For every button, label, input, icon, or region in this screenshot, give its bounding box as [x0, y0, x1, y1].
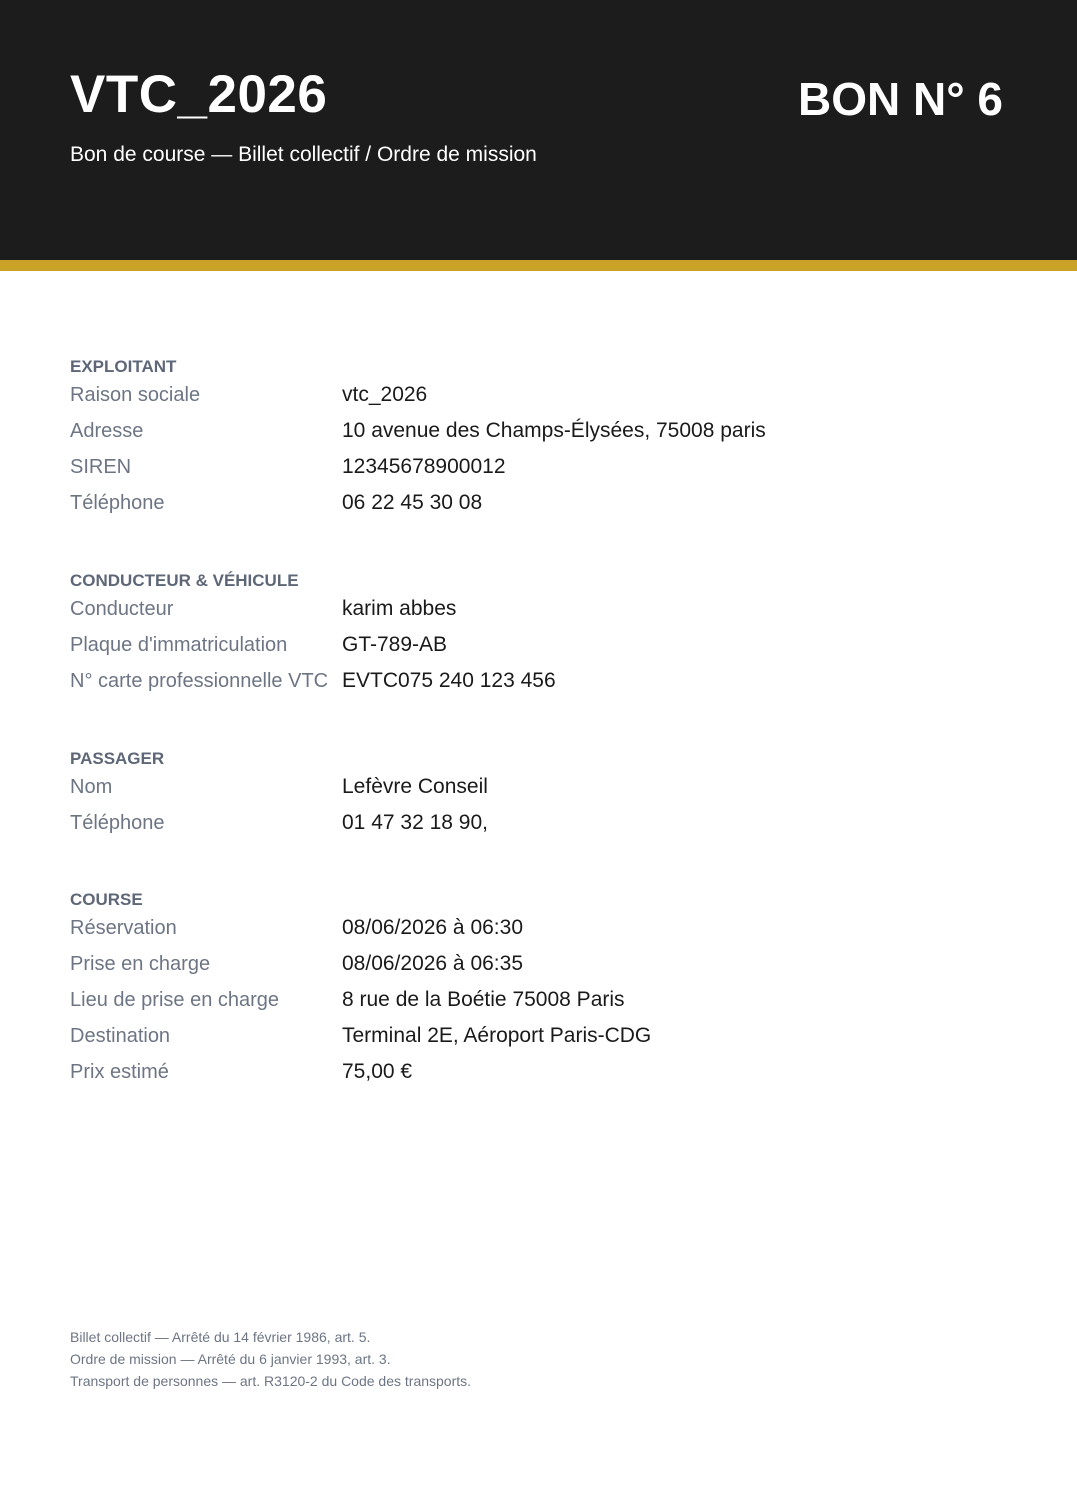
- field-label: Téléphone: [70, 492, 165, 514]
- field-row-nom: [70, 774, 1010, 810]
- field-row-prise-en-charge: [70, 951, 1010, 987]
- section-conducteur-vehicule: [70, 570, 1010, 704]
- field-value: 10 avenue des Champs-Élysées, 75008 paris: [342, 419, 766, 442]
- field-label: Adresse: [70, 420, 144, 442]
- field-value: Terminal 2E, Aéroport Paris-CDG: [342, 1024, 652, 1047]
- field-label: Nom: [70, 776, 113, 798]
- field-label: Téléphone: [70, 812, 165, 834]
- field-value: 8 rue de la Boétie 75008 Paris: [342, 988, 625, 1011]
- field-row-telephone: [70, 810, 1010, 846]
- field-row-conducteur: [70, 596, 1010, 632]
- field-label: Raison sociale: [70, 384, 201, 406]
- field-value: EVTC075 240 123 456: [342, 669, 556, 692]
- field-value: 08/06/2026 à 06:35: [342, 952, 524, 975]
- field-row-telephone: [70, 490, 1010, 526]
- field-value: 06 22 45 30 08: [342, 491, 483, 514]
- document-header: [0, 0, 1077, 260]
- field-row-destination: [70, 1023, 1010, 1059]
- document-subtitle: Bon de course — Billet collectif / Ordre de mission: [70, 143, 537, 166]
- section-title: EXPLOITANT: [70, 357, 177, 376]
- section-title: COURSE: [70, 890, 143, 909]
- field-label: Plaque d'immatriculation: [70, 634, 288, 656]
- field-label: N° carte professionnelle VTC: [70, 670, 329, 692]
- legal-footer: [70, 1326, 471, 1392]
- field-label: SIREN: [70, 456, 132, 478]
- section-exploitant: [70, 356, 1010, 526]
- field-value: GT-789-AB: [342, 633, 448, 656]
- field-value: vtc_2026: [342, 383, 428, 406]
- field-row-siren: [70, 454, 1010, 490]
- field-label: Destination: [70, 1025, 171, 1047]
- field-label: Prix estimé: [70, 1061, 169, 1083]
- legal-note: Ordre de mission — Arrêté du 6 janvier 1993, art. 3.: [70, 1351, 391, 1367]
- field-value: 75,00 €: [342, 1060, 413, 1083]
- field-value: 12345678900012: [342, 455, 506, 478]
- field-value: karim abbes: [342, 597, 457, 620]
- field-row-reservation: [70, 915, 1010, 951]
- field-row-adresse: [70, 418, 1010, 454]
- field-value: Lefèvre Conseil: [342, 775, 488, 798]
- section-passager: [70, 748, 1010, 846]
- field-label: Lieu de prise en charge: [70, 989, 280, 1011]
- field-row-plaque: [70, 632, 1010, 668]
- section-title: PASSAGER: [70, 749, 165, 768]
- field-row-raison-sociale: [70, 382, 1010, 418]
- field-row-prix: [70, 1059, 1010, 1095]
- accent-divider: [0, 260, 1077, 271]
- field-row-carte-pro: [70, 668, 1010, 704]
- field-label: Prise en charge: [70, 953, 211, 975]
- legal-note: Transport de personnes — art. R3120-2 du Code des transports.: [70, 1373, 472, 1389]
- section-course: [70, 889, 1010, 1095]
- field-label: Réservation: [70, 917, 177, 939]
- section-title: CONDUCTEUR & VÉHICULE: [70, 571, 299, 590]
- field-label: Conducteur: [70, 598, 174, 620]
- field-value: 01 47 32 18 90,: [342, 811, 488, 834]
- bon-number: BON N° 6: [798, 73, 1003, 125]
- field-value: 08/06/2026 à 06:30: [342, 916, 524, 939]
- company-name: VTC_2026: [70, 65, 328, 124]
- field-row-lieu: [70, 987, 1010, 1023]
- legal-note: Billet collectif — Arrêté du 14 février 1986, art. 5.: [70, 1329, 371, 1345]
